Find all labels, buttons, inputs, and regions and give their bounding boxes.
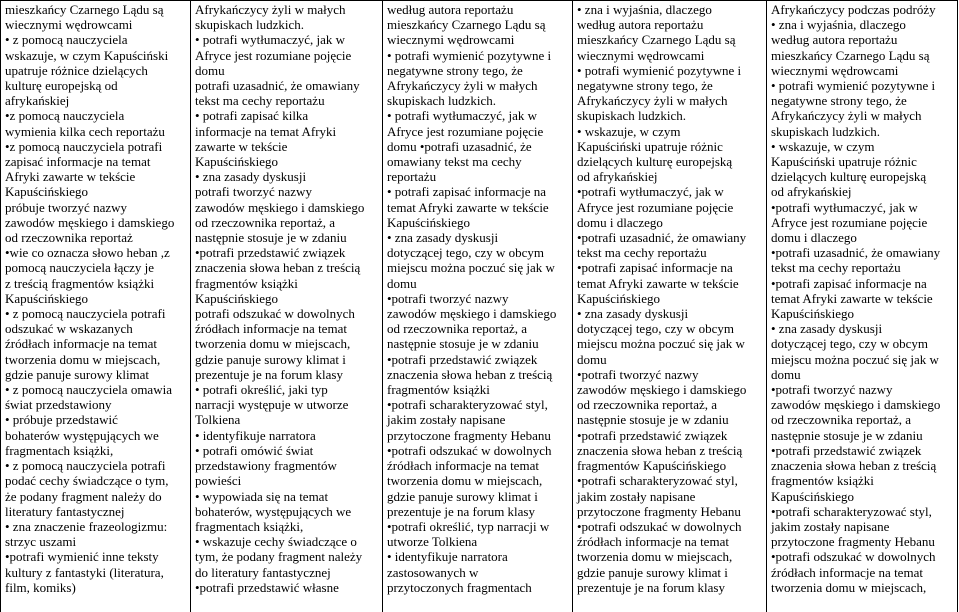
text-line: • wskazuje, w czym bbox=[577, 123, 681, 139]
text-line: Afrykańczycy żyli w małych bbox=[195, 2, 346, 17]
text-line: fragmentów Kapuścińskiego bbox=[577, 458, 727, 474]
text-line: •potrafi odszukać w dowolnych bbox=[771, 549, 936, 565]
text-line: Kapuścińskiego bbox=[771, 306, 855, 322]
text-line: Kapuściński upatruje różnic bbox=[771, 154, 917, 170]
text-line: jakim zostały napisane bbox=[577, 488, 696, 504]
text-line: od rzeczownika reportaż, a bbox=[577, 397, 718, 413]
text-line: dzielących kulturę europejską bbox=[577, 154, 733, 170]
text-line: dotyczącej tego, czy w obcym bbox=[771, 336, 929, 352]
text-line: dotyczącej tego, czy w obcym bbox=[387, 245, 545, 261]
text-line: tworzenia domu w miejscach, bbox=[771, 579, 927, 595]
text-line: utworze Tolkiena bbox=[387, 534, 478, 550]
text-line: mieszkańcy Czarnego Lądu są bbox=[387, 17, 546, 33]
text-line: negatywne strony tego, że bbox=[771, 93, 907, 109]
text-line: zastosowanych w bbox=[387, 564, 479, 580]
text-line: • z pomocą nauczyciela omawia bbox=[5, 382, 172, 398]
text-line: fragmentach książki, bbox=[5, 442, 114, 458]
text-line: •potrafi przedstawić związek bbox=[387, 351, 538, 367]
text-line: mieszkańcy Czarnego Lądu są bbox=[771, 47, 930, 63]
text-line: •potrafi wytłumaczyć, jak w bbox=[577, 184, 724, 200]
text-line: • potrafi określić, jaki typ bbox=[195, 382, 328, 398]
text-line: źródłach informacje na temat bbox=[5, 336, 157, 352]
text-line: domu bbox=[195, 62, 225, 78]
text-line: od rzeczownika reportaż, a bbox=[387, 321, 528, 337]
text-line: od afrykańskiej bbox=[577, 169, 658, 185]
text-line: do literatury fantastycznej bbox=[195, 564, 331, 580]
text-line: jakim zostały napisane bbox=[387, 412, 506, 428]
text-line: • zna i wyjaśnia, dlaczego bbox=[771, 17, 906, 33]
text-line: literatury fantastycznej bbox=[5, 503, 125, 519]
text-line: pomocą nauczyciela łączy je bbox=[5, 260, 155, 276]
text-line: •potrafi wytłumaczyć, jak w bbox=[771, 199, 918, 215]
text-line: • wypowiada się na temat bbox=[195, 488, 329, 504]
text-line: Afrykańczycy żyli w małych bbox=[577, 93, 728, 109]
text-line: od rzeczownika reportaż bbox=[5, 230, 133, 246]
text-line: następnie stosuje je w zdaniu bbox=[577, 412, 729, 428]
text-line: zawarte w tekście bbox=[195, 138, 288, 154]
text-line: potrafi uzasadnić, że omawiany bbox=[195, 78, 360, 94]
table-column-3 bbox=[383, 1, 573, 612]
text-line: strzyc uszami bbox=[5, 534, 77, 550]
text-line: Tolkiena bbox=[195, 412, 241, 428]
text-line: • identyfikuje narratora bbox=[195, 427, 316, 443]
text-line: wiecznymi wędrowcami bbox=[577, 47, 705, 63]
text-line: domu bbox=[387, 275, 417, 291]
table-column-2 bbox=[191, 1, 383, 612]
text-line: • zna zasady dyskusji bbox=[195, 169, 307, 185]
text-line: skupiskach ludzkich. bbox=[771, 123, 881, 139]
text-line: według autora reportażu bbox=[577, 17, 704, 33]
text-line: temat Afryki zawarte w tekście bbox=[771, 290, 933, 306]
text-line: prezentuje je na forum klasy bbox=[387, 503, 535, 519]
text-line: wskazuje, w czym Kapuściński bbox=[5, 47, 169, 63]
text-line: •potrafi wymienić inne teksty bbox=[5, 549, 159, 565]
text-line: prezentuje je na forum klasy bbox=[195, 366, 343, 382]
text-line: mieszkańcy Czarnego Lądu są bbox=[5, 2, 164, 17]
text-line: odszukać w wskazanych bbox=[5, 321, 133, 337]
text-line: zawodów męskiego i damskiego bbox=[5, 214, 175, 230]
text-line: • identyfikuje narratora bbox=[387, 549, 508, 565]
text-line: Kapuściński upatruje różnic bbox=[577, 138, 723, 154]
text-line: Afryce jest rozumiane pojęcie bbox=[387, 123, 544, 139]
text-line: • zna zasady dyskusji bbox=[577, 306, 689, 322]
text-line: kulturę europejską od bbox=[5, 78, 118, 94]
text-line: • zna zasady dyskusji bbox=[387, 230, 499, 246]
text-line: • potrafi zapisać kilka bbox=[195, 108, 309, 124]
text-line: Kapuścińskiego bbox=[771, 488, 855, 504]
text-line: •potrafi scharakteryzować styl, bbox=[771, 503, 932, 519]
text-line: •z pomocą nauczyciela potrafi bbox=[5, 138, 163, 154]
text-line: Afryce jest rozumiane pojęcie bbox=[195, 47, 352, 63]
text-line: •potrafi przedstawić związek bbox=[577, 427, 728, 443]
text-line: gdzie panuje surowy klimat bbox=[5, 366, 150, 382]
text-line: informacje na temat Afryki bbox=[195, 123, 337, 139]
text-line: Afrykańczycy żyli w małych bbox=[387, 78, 538, 94]
text-line: gdzie panuje surowy klimat i bbox=[387, 488, 538, 504]
text-line: tworzenia domu w miejscach, bbox=[387, 473, 543, 489]
text-line: Kapuścińskiego bbox=[195, 290, 279, 306]
text-line: narracji występuje w utworze bbox=[195, 397, 349, 413]
text-line: •potrafi przedstawić własne bbox=[195, 579, 339, 595]
text-line: skupiskach ludzkich. bbox=[387, 93, 497, 109]
text-line: źródłach informacje na temat bbox=[577, 534, 729, 550]
text-line: Kapuścińskiego bbox=[387, 214, 471, 230]
text-line: • zna i wyjaśnia, dlaczego bbox=[577, 2, 712, 17]
text-line: • potrafi zapisać informacje na bbox=[387, 184, 547, 200]
text-line: •potrafi tworzyć nazwy bbox=[387, 290, 509, 306]
text-line: tworzenia domu w miejscach, bbox=[5, 351, 161, 367]
text-line: próbuje tworzyć nazwy bbox=[5, 199, 128, 215]
text-line: •potrafi uzasadnić, że omawiany bbox=[577, 230, 747, 246]
text-line: •potrafi zapisać informacje na bbox=[577, 260, 733, 276]
text-line: • potrafi wymienić pozytywne i bbox=[387, 47, 552, 63]
text-line: •potrafi scharakteryzować styl, bbox=[577, 473, 738, 489]
text-line: temat Afryki zawarte w tekście bbox=[577, 275, 739, 291]
text-line: Kapuścińskiego bbox=[5, 290, 89, 306]
text-line: •z pomocą nauczyciela bbox=[5, 108, 125, 124]
text-line: tekst ma cechy reportażu bbox=[771, 260, 901, 276]
text-line: •potrafi tworzyć nazwy bbox=[577, 366, 699, 382]
text-line: prezentuje je na forum klasy bbox=[577, 579, 725, 595]
text-line: tym, że podany fragment należy bbox=[195, 549, 363, 565]
text-line: dotyczącej tego, czy w obcym bbox=[577, 321, 735, 337]
text-line: • potrafi wytłumaczyć, jak w bbox=[387, 108, 538, 124]
text-line: powieści bbox=[195, 473, 242, 489]
text-line: zawodów męskiego i damskiego bbox=[577, 382, 747, 398]
text-line: miejscu można poczuć się jak w bbox=[387, 260, 555, 276]
text-line: • z pomocą nauczyciela potrafi bbox=[5, 306, 166, 322]
text-line: tekst ma cechy reportażu bbox=[195, 93, 325, 109]
text-line: potrafi tworzyć nazwy bbox=[195, 184, 312, 200]
text-line: omawiany tekst ma cechy bbox=[387, 154, 522, 170]
text-line: gdzie panuje surowy klimat i bbox=[195, 351, 346, 367]
text-line: domu bbox=[771, 366, 801, 382]
text-line: bohaterów, występujących we bbox=[195, 503, 352, 519]
text-line: reportażu bbox=[387, 169, 437, 185]
text-line: •potrafi uzasadnić, że omawiany bbox=[771, 245, 941, 261]
text-line: Afryce jest rozumiane pojęcie bbox=[577, 199, 734, 215]
text-line: • potrafi wymienić pozytywne i bbox=[771, 78, 936, 94]
text-line: z treścią fragmentów książki bbox=[5, 275, 155, 291]
text-line: Afrykańczycy podczas podróży bbox=[771, 2, 936, 17]
text-line: Kapuścińskiego bbox=[195, 154, 279, 170]
text-line: następnie stosuje je w zdaniu bbox=[195, 230, 347, 246]
text-line: Kapuścińskiego bbox=[5, 184, 89, 200]
text-line: • wskazuje cechy świadczące o bbox=[195, 534, 357, 550]
text-line: wymienia kilka cech reportażu bbox=[5, 123, 165, 139]
text-line: mieszkańcy Czarnego Lądu są bbox=[577, 32, 736, 48]
text-line: tworzenia domu w miejscach, bbox=[577, 549, 733, 565]
text-line: wiecznymi wędrowcami bbox=[771, 62, 899, 78]
text-line: znaczenia słowa heban z treścią bbox=[577, 442, 743, 458]
text-line: •potrafi przedstawić związek bbox=[771, 442, 922, 458]
table-column-5 bbox=[767, 1, 957, 612]
text-line: gdzie panuje surowy klimat i bbox=[577, 564, 728, 580]
text-line: upatruje różnice dzielących bbox=[5, 62, 148, 78]
text-line: • wskazuje, w czym bbox=[771, 138, 875, 154]
text-line: świat przedstawiony bbox=[5, 397, 112, 413]
text-line: bohaterów występujących we bbox=[5, 427, 159, 443]
table-column-4 bbox=[573, 1, 767, 612]
text-line: •potrafi odszukać w dowolnych bbox=[387, 442, 552, 458]
text-line: zawodów męskiego i damskiego bbox=[195, 199, 365, 215]
text-line: według autora reportażu bbox=[771, 32, 898, 48]
text-line: Kapuścińskiego bbox=[577, 290, 661, 306]
text-line: potrafi odszukać w dowolnych bbox=[195, 306, 355, 322]
text-line: skupiskach ludzkich. bbox=[195, 17, 305, 33]
text-line: • potrafi omówić świat bbox=[195, 442, 314, 458]
text-line: fragmentów książki bbox=[771, 473, 874, 489]
text-line: skupiskach ludzkich. bbox=[577, 108, 687, 124]
text-line: od afrykańskiej bbox=[771, 184, 852, 200]
text-line: •potrafi zapisać informacje na bbox=[771, 275, 927, 291]
text-line: Afrykańczycy żyli w małych bbox=[771, 108, 922, 124]
text-line: • z pomocą nauczyciela potrafi bbox=[5, 458, 166, 474]
text-line: afrykańskiej bbox=[5, 93, 70, 109]
text-line: przytoczone fragmenty Hebanu bbox=[387, 427, 551, 443]
text-line: jakim zostały napisane bbox=[771, 518, 890, 534]
text-line: źródłach informacje na temat bbox=[195, 321, 347, 337]
text-line: przedstawiony fragmentów bbox=[195, 458, 337, 474]
text-line: •potrafi odszukać w dowolnych bbox=[577, 518, 742, 534]
text-line: znaczenia słowa heban z treścią bbox=[387, 366, 553, 382]
text-line: kultury z fantastyki (literatura, bbox=[5, 564, 164, 580]
text-line: •potrafi tworzyć nazwy bbox=[771, 382, 893, 398]
text-line: fragmentach książki, bbox=[195, 518, 304, 534]
text-line: źródłach informacje na temat bbox=[387, 458, 539, 474]
text-line: następnie stosuje je w zdaniu bbox=[387, 336, 539, 352]
text-line: zawodów męskiego i damskiego bbox=[771, 397, 941, 413]
text-line: • próbuje przedstawić bbox=[5, 412, 118, 428]
text-line: • potrafi wytłumaczyć, jak w bbox=[195, 32, 346, 48]
text-line: negatywne strony tego, że bbox=[387, 62, 523, 78]
text-line: od rzeczownika reportaż, a bbox=[195, 214, 336, 230]
text-line: podać cechy świadczące o tym, bbox=[5, 473, 169, 489]
table-column-1 bbox=[1, 1, 191, 612]
text-line: •potrafi przedstawić związek bbox=[195, 245, 346, 261]
text-line: znaczenia słowa heban z treścią bbox=[195, 260, 361, 276]
text-line: źródłach informacje na temat bbox=[771, 564, 923, 580]
text-line: tekst ma cechy reportażu bbox=[577, 245, 707, 261]
text-line: domu i dlaczego bbox=[771, 230, 857, 246]
text-line: według autora reportażu bbox=[387, 2, 514, 17]
text-line: Afryki zawarte w tekście bbox=[5, 169, 136, 185]
text-line: miejscu można poczuć się jak w bbox=[577, 336, 745, 352]
text-line: zawodów męskiego i damskiego bbox=[387, 306, 557, 322]
text-line: wiecznymi wędrowcami bbox=[387, 32, 515, 48]
text-line: Afryce jest rozumiane pojęcie bbox=[771, 214, 928, 230]
text-line: przytoczonych fragmentach bbox=[387, 579, 532, 595]
text-line: temat Afryki zawarte w tekście bbox=[387, 199, 549, 215]
text-line: wiecznymi wędrowcami bbox=[5, 17, 133, 33]
text-line: domu •potrafi uzasadnić, że bbox=[387, 138, 532, 154]
text-line: •potrafi określić, typ narracji w bbox=[387, 518, 550, 534]
text-line: miejscu można poczuć się jak w bbox=[771, 351, 939, 367]
text-line: •potrafi scharakteryzować styl, bbox=[387, 397, 548, 413]
text-line: że podany fragment należy do bbox=[5, 488, 162, 504]
text-line: fragmentów książki bbox=[387, 382, 490, 398]
text-line: znaczenia słowa heban z treścią bbox=[771, 458, 937, 474]
text-line: zapisać informacje na temat bbox=[5, 154, 151, 170]
text-line: domu i dlaczego bbox=[577, 214, 663, 230]
text-line: następnie stosuje je w zdaniu bbox=[771, 427, 923, 443]
text-line: • potrafi wymienić pozytywne i bbox=[577, 62, 742, 78]
text-line: •wie co oznacza słowo heban ,z bbox=[5, 245, 170, 261]
text-line: przytoczone fragmenty Hebanu bbox=[577, 503, 741, 519]
text-line: od rzeczownika reportaż, a bbox=[771, 412, 912, 428]
text-line: • zna znaczenie frazeologizmu: bbox=[5, 518, 168, 534]
text-line: • zna zasady dyskusji bbox=[771, 321, 883, 337]
text-line: • z pomocą nauczyciela bbox=[5, 32, 128, 48]
text-line: tworzenia domu w miejscach, bbox=[195, 336, 351, 352]
text-line: domu bbox=[577, 351, 607, 367]
text-line: przytoczone fragmenty Hebanu bbox=[771, 534, 935, 550]
text-line: film, komiks) bbox=[5, 579, 76, 595]
text-line: dzielących kulturę europejską bbox=[771, 169, 927, 185]
text-line: negatywne strony tego, że bbox=[577, 78, 713, 94]
text-line: fragmentów książki bbox=[195, 275, 298, 291]
